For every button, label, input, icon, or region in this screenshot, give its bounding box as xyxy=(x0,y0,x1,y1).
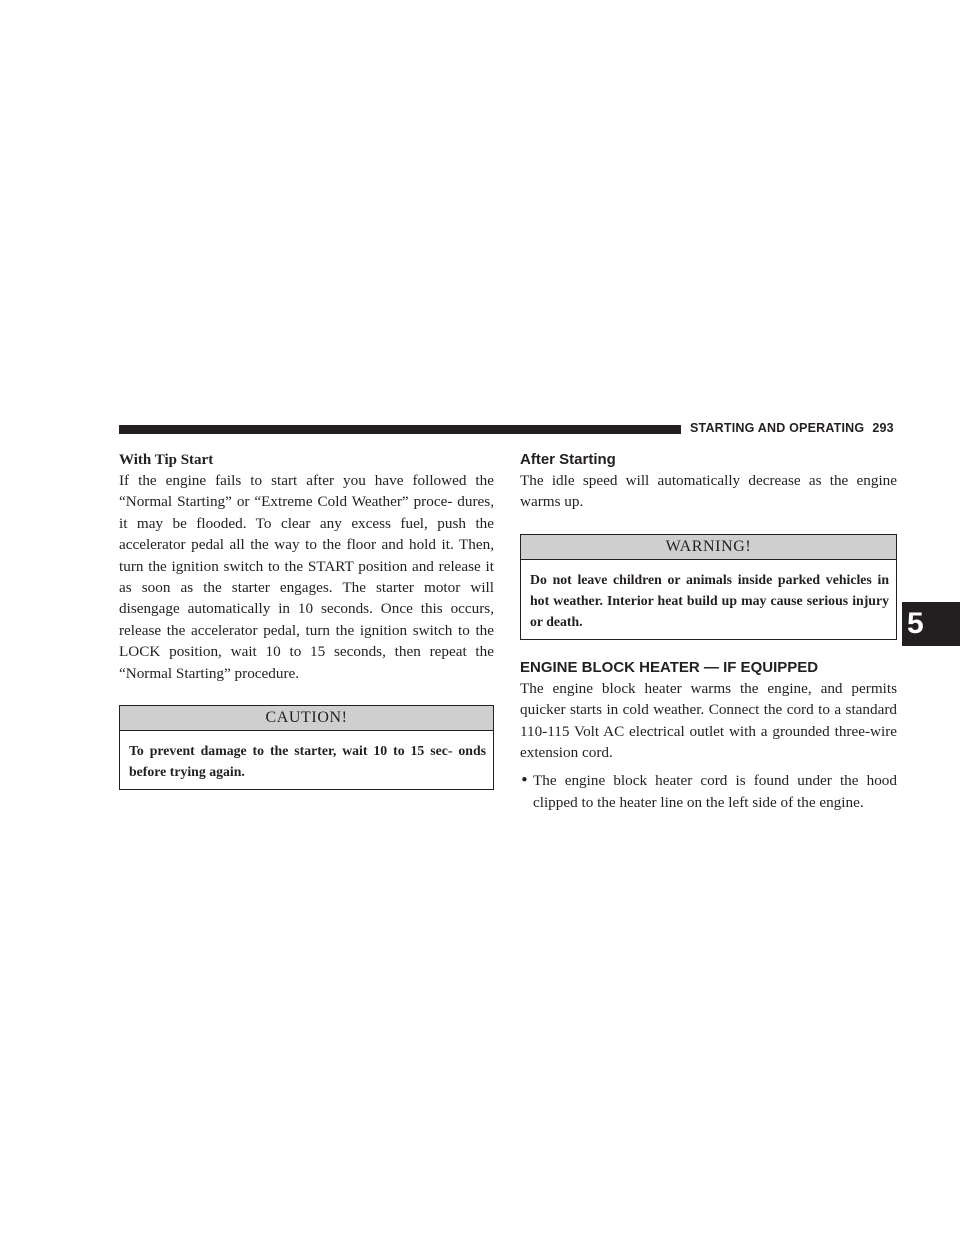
left-column xyxy=(119,450,494,790)
caution-title: CAUTION! xyxy=(120,706,493,731)
tip-start-heading: With Tip Start xyxy=(119,452,214,468)
bullet-text: The engine block heater cord is found under the hood clipped to the heater line on the left side of the engine. xyxy=(533,772,897,811)
chapter-tab: 5 xyxy=(902,602,960,646)
caution-text: To prevent damage to the starter, wait 10 to 15 sec- onds before trying again. xyxy=(129,743,486,780)
list-item xyxy=(520,770,897,813)
warning-title: WARNING! xyxy=(521,535,896,560)
warning-text: Do not leave children or animals inside parked vehicles in hot weather. Interior heat build up may cause serious injury or death. xyxy=(530,571,889,629)
engine-block-heater-paragraph: The engine block heater warms the engine, and permits quicker starts in cold weather. Connect the cord to a standard 110-115 Volt AC electrical outlet with a grounded three-wire extension cord. xyxy=(520,679,897,762)
right-column xyxy=(520,450,897,813)
header-rule xyxy=(119,425,681,434)
page-number: 293 xyxy=(872,421,894,435)
section-title: STARTING AND OPERATING xyxy=(690,421,865,435)
tip-start-paragraph: If the engine fails to start after you have followed the “Normal Starting” or “Extreme Cold Weather” proce- dures, it may be flooded. To clear any excess fuel, push the accelerator pedal all the way to the floor and hold it. Then, turn the ignition switch to the START position and release it as soon as the starter engages. The starter motor will disengage automatically in 10 seconds. Once this occurs, release the accelerator pedal, turn the ignition switch to the LOCK position, wait 10 to 15 seconds, then repeat the “Normal Starting” procedure. xyxy=(119,472,494,682)
warning-box xyxy=(520,534,897,640)
after-starting-heading: After Starting xyxy=(520,451,616,468)
engine-block-heater-heading: ENGINE BLOCK HEATER — IF EQUIPPED xyxy=(520,658,819,676)
bullet-icon: • xyxy=(520,771,529,790)
after-starting-paragraph: The idle speed will automatically decrease as the engine warms up. xyxy=(520,472,897,511)
running-header xyxy=(690,421,894,435)
caution-box xyxy=(119,705,494,790)
